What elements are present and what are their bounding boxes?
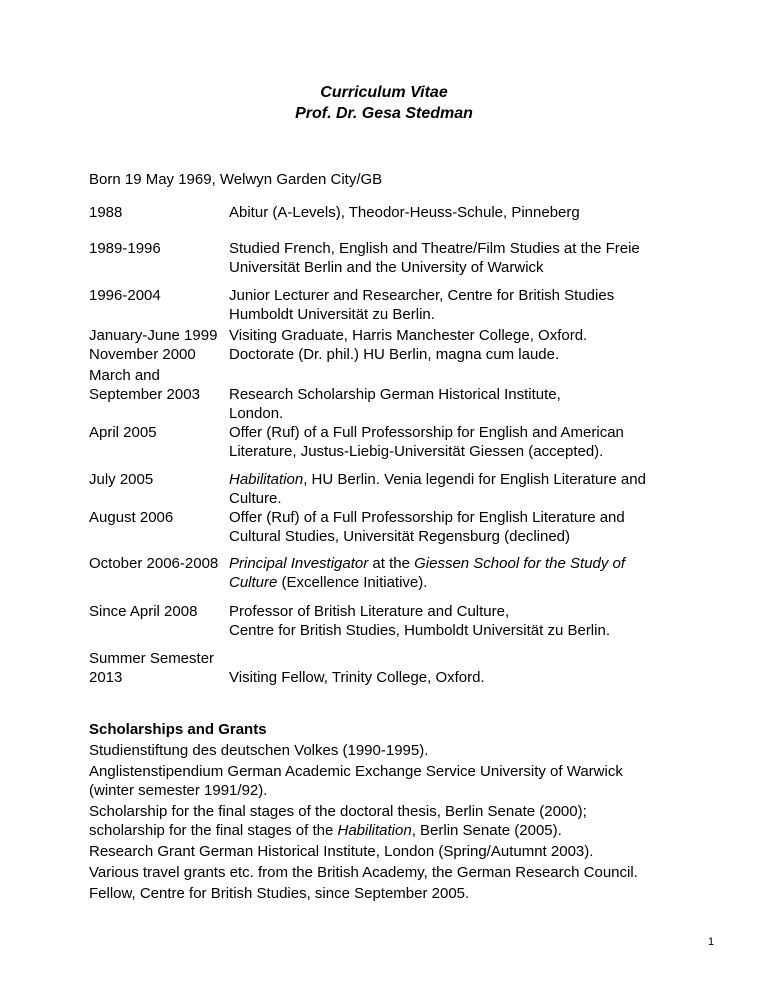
entry-desc-line: [229, 573, 719, 592]
entry-date: 1989-1996: [89, 240, 161, 257]
entry-desc-line: Offer (Ruf) of a Full Professorship for English Literature and: [229, 509, 625, 526]
grant-line: Research Grant German Historical Institute, London (Spring/Autumnt 2003).: [89, 843, 594, 860]
entry-desc-line: London.: [229, 405, 284, 422]
grant-line: Studienstiftung des deutschen Volkes (1990-1995).: [89, 742, 429, 759]
entry-desc-text: at the: [368, 555, 415, 572]
grant-line: [89, 821, 562, 840]
entry-date-line: September 2003: [89, 386, 200, 403]
entry-description: [229, 203, 719, 222]
entry-description: [229, 326, 719, 345]
entry-date: October 2006-2008: [89, 555, 219, 572]
entry-date-line: March and: [89, 367, 160, 384]
entry-desc-line: Cultural Studies, Universität Regensburg (declined): [229, 528, 571, 545]
entry-desc-line: [229, 554, 719, 573]
entry-desc-text: , HU Berlin. Venia legendi for English Literature and: [303, 471, 646, 488]
entry-description: [229, 385, 719, 423]
section-heading-scholarships: Scholarships and Grants: [89, 721, 267, 738]
entry-date: 1988: [89, 204, 123, 221]
entry-description: [229, 470, 719, 508]
grant-text: , Berlin Senate (2005).: [411, 822, 562, 839]
entry-desc-line: Doctorate (Dr. phil.) HU Berlin, magna cum laude.: [229, 346, 560, 363]
document-author: Prof. Dr. Gesa Stedman: [295, 105, 473, 122]
page-number: 1: [708, 936, 715, 948]
italic-term: Habilitation: [229, 471, 304, 488]
entry-date: [89, 366, 229, 404]
entry-date: [89, 649, 229, 687]
italic-term: Giessen School for the Study of: [414, 555, 626, 572]
entry-desc-line: Culture.: [229, 490, 282, 507]
entry-date: April 2005: [89, 424, 157, 441]
entry-desc-line: Professor of British Literature and Culture,: [229, 603, 510, 620]
entry-date: 1996-2004: [89, 287, 161, 304]
birth-info: Born 19 May 1969, Welwyn Garden City/GB: [89, 171, 383, 188]
grant-line: (winter semester 1991/92).: [89, 782, 268, 799]
entry-desc-line: Research Scholarship German Historical Institute,: [229, 386, 561, 403]
entry-description: [229, 554, 719, 592]
entry-desc-line: Offer (Ruf) of a Full Professorship for English and American: [229, 424, 624, 441]
entry-desc-line: Centre for British Studies, Humboldt Universität zu Berlin.: [229, 622, 610, 639]
entry-date: July 2005: [89, 471, 154, 488]
entry-date-line: Summer Semester: [89, 650, 215, 667]
entry-description: [229, 423, 719, 461]
entry-date: August 2006: [89, 509, 174, 526]
entry-desc-line: Visiting Graduate, Harris Manchester College, Oxford.: [229, 327, 588, 344]
italic-term: Habilitation: [337, 822, 412, 839]
grant-line: Fellow, Centre for British Studies, since September 2005.: [89, 885, 470, 902]
document-title: Curriculum Vitae: [320, 84, 448, 101]
grant-line: Various travel grants etc. from the British Academy, the German Research Council.: [89, 864, 638, 881]
italic-term: Principal Investigator: [229, 555, 369, 572]
entry-description: [229, 602, 719, 640]
entry-description: [229, 286, 719, 324]
entry-desc-line: [229, 470, 719, 489]
entry-desc-line: Studied French, English and Theatre/Film Studies at the Freie: [229, 240, 640, 257]
entry-description: [229, 345, 719, 364]
grant-line: Anglistenstipendium German Academic Exchange Service University of Warwick: [89, 763, 623, 780]
entry-desc-line: Humboldt Universität zu Berlin.: [229, 306, 435, 323]
entry-desc-line: Universität Berlin and the University of Warwick: [229, 259, 544, 276]
entry-date: November 2000: [89, 346, 196, 363]
entry-date: Since April 2008: [89, 603, 198, 620]
entry-desc-line: Junior Lecturer and Researcher, Centre for British Studies: [229, 287, 615, 304]
entry-description: [229, 668, 719, 687]
entry-date: January-June 1999: [89, 327, 218, 344]
entry-desc-line: Visiting Fellow, Trinity College, Oxford.: [229, 669, 485, 686]
entry-description: [229, 508, 719, 546]
grant-text: scholarship for the final stages of the: [89, 822, 338, 839]
entry-description: [229, 239, 719, 277]
italic-term: Culture: [229, 574, 278, 591]
entry-desc-line: Literature, Justus-Liebig-Universität Giessen (accepted).: [229, 443, 604, 460]
grant-line: Scholarship for the final stages of the doctoral thesis, Berlin Senate (2000);: [89, 803, 587, 820]
entry-desc-text: (Excellence Initiative).: [277, 574, 428, 591]
entry-date-line: 2013: [89, 669, 123, 686]
entry-desc-line: Abitur (A-Levels), Theodor-Heuss-Schule, Pinneberg: [229, 204, 580, 221]
